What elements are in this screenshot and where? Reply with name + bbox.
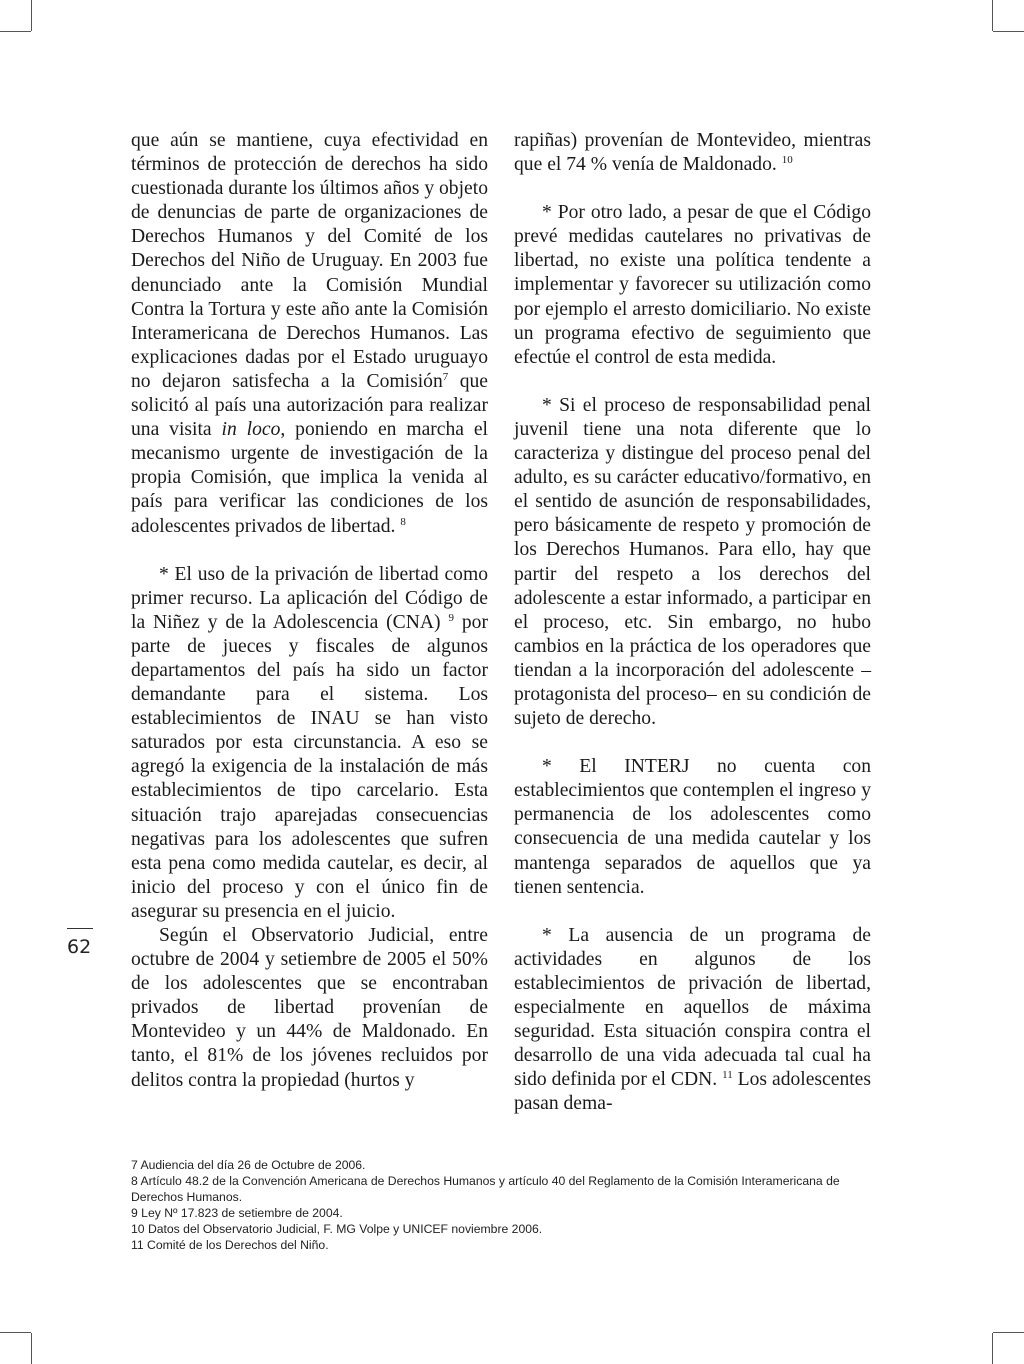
footnotes [131,1157,876,1253]
right-paragraph-2: * Por otro lado, a pesar de que el Código prevé medidas cautelares no privativas de libertad, no existe una política tendente a implementar y favorecer su utilización como por ejemplo el arresto domiciliario. No existe un programa efectivo de seguimiento que efectúe el control de esta medida. [514,202,871,368]
right-paragraph-1: rapiñas) provenían de Montevideo, mientras que el 74 % venía de Maldonado. $^{10}$ [514,130,871,176]
left-column [131,129,488,1093]
footnote-ref-9[interactable]: 9 [448,611,454,624]
left-paragraph-3: Según el Observatorio Judicial, entre octubre de 2004 y setiembre de 2005 el 50% de los adolescentes que se encontraban privados de libertad provenían de Montevideo y un 44% de Maldonado. En tanto, el 81% de los jóvenes recluidos por delitos contra la propiedad (hurtos y [131,925,488,1091]
right-paragraph-4: * El INTERJ no cuenta con establecimientos que contemplen el ingreso y permanencia de los adolescentes como consecuencia de una medida cautelar y los mantenga separados de aquellos que ya tienen sentencia. [514,756,871,898]
crop-mark-top-left-v [31,0,32,31]
crop-mark-bottom-right-h [993,1332,1024,1333]
footnote-8: 8 Artículo 48.2 de la Convención Americana de Derechos Humanos y artículo 40 del Reglamento de la Comisión Interamericana de Derechos Humanos. [131,1174,840,1204]
footnote-10: 10 Datos del Observatorio Judicial, F. MG Volpe y UNICEF noviembre 2006. [131,1222,543,1236]
page-number-rule [67,928,93,929]
crop-mark-top-left-h [0,31,31,32]
right-paragraph-3: * Si el proceso de responsabilidad penal juvenil tiene una nota diferente que lo caracteriza y distingue del proceso penal del adulto, es su carácter educativo/formativo, en el sentido de asunción de responsabilidades, pero básicamente de respeto y promoción de los Derechos Humanos. Para ello, hay que partir del respeto a los derechos del adolescente a estar informado, a participar en el proceso, etc. Sin embargo, no hubo cambios en la práctica de los operadores que tiendan a la incorporación del adolescente –protagonista del proceso– en su condición de sujeto de derecho. [514,394,871,730]
page-number: 62 [67,936,92,958]
right-paragraph-5: * La ausencia de un programa de actividades en algunos de los establecimientos de privación de libertad, especialmente en aquellos de máxima seguridad. Esta situación conspira contra el desarrollo de una vida adecuada tal cual ha sido definida por el CDN. $^{11}$ Los adolescentes pasan dema- [514,924,872,1115]
crop-mark-bottom-right-v [992,1333,993,1364]
footnote-ref-7[interactable]: 7 [442,370,449,383]
crop-mark-top-right-h [993,31,1024,32]
right-column [514,129,871,1116]
crop-mark-top-right-v [992,0,993,31]
footnote-ref-11[interactable]: 11 [722,1069,733,1082]
crop-mark-bottom-left-h [0,1332,31,1333]
footnote-9: 9 Ley Nº 17.823 de setiembre de 2004. [131,1206,343,1220]
crop-mark-bottom-left-v [31,1333,32,1364]
left-paragraph-1: que aún se mantiene, cuya efectividad en términos de protección de derechos ha sido cuestionada durante los últimos años y objeto de denuncias de parte de organizaciones de Derechos Humanos y del Comité de los Derechos del Niño de Uruguay. En 2003 fue denunciado ante la Comisión Mundial Contra la Tortura y este año ante la Comisión Interamericana de Derechos Humanos. Las explicaciones dadas por el Estado uruguayo no dejaron satisfecha a la Comisión$^7$ que solicitó al país una autorización para realizar una visita in loco, poniendo en marcha el mecanismo urgente de investigación de la propia Comisión, que implica la venida al país para verificar las condiciones de los adolescentes privados de libertad. $^8$ [131,130,489,537]
footnote-ref-10[interactable]: 10 [781,154,793,167]
italic-term: in loco [221,419,281,441]
footnote-ref-8[interactable]: 8 [400,515,406,528]
footnote-11: 11 Comité de los Derechos del Niño. [131,1238,329,1252]
footnote-7: 7 Audiencia del día 26 de Octubre de 2006. [131,1158,366,1172]
left-paragraph-2: * El uso de la privación de libertad como primer recurso. La aplicación del Código de la Niñez y de la Adolescencia (CNA) $^9$ por parte de jueces y fiscales de algunos departamentos del país ha sido un factor demandante para el sistema. Los establecimientos de INAU se han visto saturados por esta circunstancia. A eso se agregó la exigencia de la instalación de más establecimientos de tipo carcelario. Esta situación trajo aparejadas consecuencias negativas para los adolescentes que sufren esta pena como medida cautelar, es decir, al inicio del proceso y con el único fin de asegurar su presencia en el juicio. [131,563,488,922]
